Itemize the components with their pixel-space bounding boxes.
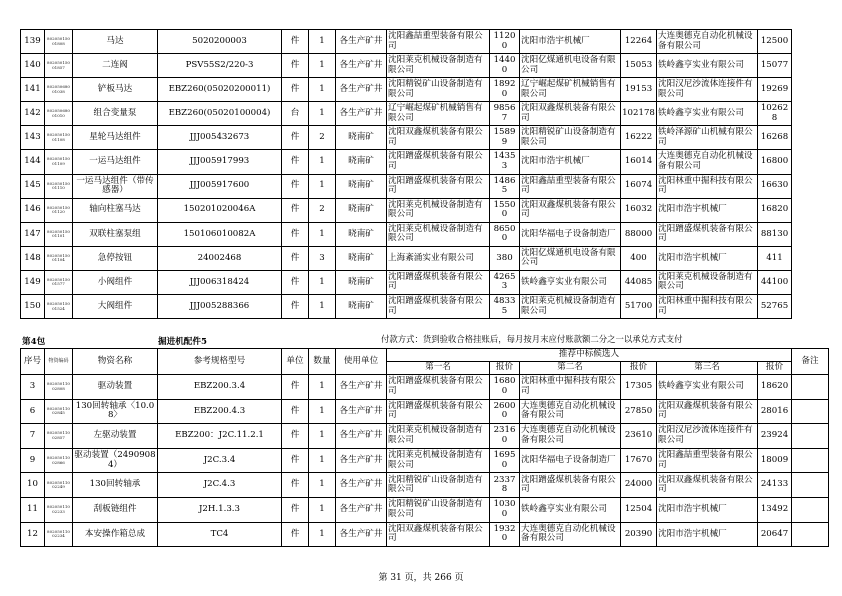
name-cell: 本安操作箱总成 — [73, 522, 158, 547]
table-row — [21, 102, 792, 126]
package-label: 第4包 — [22, 337, 46, 347]
seq-cell: 11 — [21, 497, 45, 522]
name-cell: 双联柱塞泵组 — [73, 222, 158, 246]
third-price-cell: 19269 — [758, 78, 792, 102]
table-row — [21, 198, 792, 222]
code-cell: 802050110 02857 — [45, 424, 73, 449]
payment-terms: 付款方式：货到验收合格挂账后，每月按月末应付账款额二分之一以承兑方式支付 — [381, 334, 683, 344]
table-row — [21, 30, 792, 54]
model-cell: J2C.3.4 — [158, 448, 282, 473]
first-price-cell: 26000 — [490, 399, 520, 424]
note-cell — [792, 522, 829, 547]
first-price-cell: 15899 — [490, 126, 520, 150]
second-candidate-cell: 沈阳亿煤通机电设备有限公司 — [520, 246, 621, 270]
name-cell: 130回转轴承 — [73, 473, 158, 498]
first-candidate-cell: 沈阳精锐矿山设备制造有限公司 — [387, 473, 490, 498]
second-candidate-cell: 沈阳林重中掘科技有限公司 — [520, 375, 621, 400]
third-price-cell: 16268 — [758, 126, 792, 150]
third-price-cell: 16820 — [758, 198, 792, 222]
third-price-cell: 24133 — [758, 473, 792, 498]
user-cell: 各生产矿井 — [336, 424, 387, 449]
qty-cell: 1 — [309, 150, 336, 174]
note-cell — [792, 497, 829, 522]
unit-cell: 件 — [282, 150, 309, 174]
third-candidate-cell: 沈阳林重中掘科技有限公司 — [657, 295, 758, 319]
qty-cell: 1 — [309, 270, 336, 294]
name-cell: 驱动装置 — [73, 375, 158, 400]
third-candidate-cell: 沈阳双鑫煤机装备有限公司 — [657, 473, 758, 498]
second-candidate-cell: 辽宁崛起煤矿机械销售有限公司 — [520, 78, 621, 102]
second-candidate-cell: 沈阳莱克机械设备制造有限公司 — [520, 295, 621, 319]
code-cell: 802050110 02249 — [45, 473, 73, 498]
second-candidate-cell: 沈阳双鑫煤机装备有限公司 — [520, 102, 621, 126]
second-price-cell: 17305 — [621, 375, 657, 400]
second-price-cell: 16014 — [621, 150, 657, 174]
table-row — [21, 54, 792, 78]
third-price-cell: 88130 — [758, 222, 792, 246]
qty-cell: 1 — [309, 497, 336, 522]
qty-cell: 1 — [309, 102, 336, 126]
first-candidate-cell: 沈阳鑫喆重型装备有限公司 — [387, 30, 490, 54]
unit-cell: 件 — [282, 522, 309, 547]
user-cell: 各生产矿井 — [336, 78, 387, 102]
model-cell: 150201020046A — [158, 198, 282, 222]
header-first: 第一名 — [387, 362, 490, 375]
third-candidate-cell: 沈阳双鑫煤机装备有限公司 — [657, 399, 758, 424]
third-candidate-cell: 沈阳汉尼沙流体连接件有限公司 — [657, 78, 758, 102]
user-cell: 各生产矿井 — [336, 54, 387, 78]
user-cell: 晓南矿 — [336, 174, 387, 198]
third-price-cell: 12500 — [758, 30, 792, 54]
user-cell: 各生产矿井 — [336, 30, 387, 54]
second-candidate-cell: 沈阳鑫喆重型装备有限公司 — [520, 174, 621, 198]
header-price-3: 报价 — [758, 362, 792, 375]
first-price-cell: 86500 — [490, 222, 520, 246]
qty-cell: 3 — [309, 246, 336, 270]
qty-cell: 1 — [309, 30, 336, 54]
note-cell — [792, 473, 829, 498]
second-candidate-cell: 铁岭鑫亨实业有限公司 — [520, 497, 621, 522]
user-cell: 各生产矿井 — [336, 375, 387, 400]
first-candidate-cell: 沈阳蹭盛煤机装备有限公司 — [387, 399, 490, 424]
third-price-cell: 18620 — [758, 375, 792, 400]
first-price-cell: 14865 — [490, 174, 520, 198]
first-price-cell: 380 — [490, 246, 520, 270]
second-price-cell: 20390 — [621, 522, 657, 547]
seq-cell: 149 — [21, 270, 45, 294]
first-candidate-cell: 辽宁崛起煤矿机械销售有限公司 — [387, 102, 490, 126]
unit-cell: 件 — [282, 448, 309, 473]
model-cell: JJJ005288366 — [158, 295, 282, 319]
second-price-cell: 27850 — [621, 399, 657, 424]
first-candidate-cell: 沈阳双鑫煤机装备有限公司 — [387, 126, 490, 150]
procurement-table-top — [20, 29, 792, 319]
second-candidate-cell: 沈阳蹭盛煤机装备有限公司 — [520, 473, 621, 498]
table-row — [21, 424, 829, 449]
header-name: 物资名称 — [73, 349, 158, 375]
user-cell: 晓南矿 — [336, 270, 387, 294]
user-cell: 晓南矿 — [336, 295, 387, 319]
model-cell: EBZ200：J2C.11.2.1 — [158, 424, 282, 449]
header-third: 第三名 — [657, 362, 758, 375]
qty-cell: 1 — [309, 399, 336, 424]
second-price-cell: 23610 — [621, 424, 657, 449]
unit-cell: 件 — [282, 246, 309, 270]
third-candidate-cell: 沈阳林重中掘科技有限公司 — [657, 174, 758, 198]
table-row — [21, 126, 792, 150]
note-cell — [792, 375, 829, 400]
first-candidate-cell: 沈阳蹭盛煤机装备有限公司 — [387, 174, 490, 198]
name-cell: 小阀组件 — [73, 270, 158, 294]
name-cell: 马达 — [73, 30, 158, 54]
code-cell: 802050110 02866 — [45, 448, 73, 473]
qty-cell: 1 — [309, 78, 336, 102]
first-price-cell: 98567 — [490, 102, 520, 126]
first-price-cell: 11200 — [490, 30, 520, 54]
package-title: 掘进机配件5 — [158, 337, 207, 347]
third-candidate-cell: 沈阳鑫喆重型装备有限公司 — [657, 448, 758, 473]
second-price-cell: 24000 — [621, 473, 657, 498]
model-cell: EBZ260(05020200011) — [158, 78, 282, 102]
name-cell: 一运马达组件（带传感器） — [73, 174, 158, 198]
second-price-cell: 16032 — [621, 198, 657, 222]
table-row — [21, 270, 792, 294]
second-candidate-cell: 沈阳市浩宇机械厂 — [520, 150, 621, 174]
seq-cell: 9 — [21, 448, 45, 473]
first-candidate-cell: 上海紊涌实业有限公司 — [387, 246, 490, 270]
name-cell: 铲板马达 — [73, 78, 158, 102]
second-price-cell: 400 — [621, 246, 657, 270]
name-cell: 130回转轴承〈10.08〉 — [73, 399, 158, 424]
unit-cell: 件 — [282, 54, 309, 78]
code-cell: 802050680 01038 — [45, 78, 73, 102]
second-price-cell: 102178 — [621, 102, 657, 126]
third-candidate-cell: 沈阳市浩宇机械厂 — [657, 497, 758, 522]
qty-cell: 1 — [309, 174, 336, 198]
second-price-cell: 44085 — [621, 270, 657, 294]
code-cell: 802050150 01857 — [45, 54, 73, 78]
note-cell — [792, 448, 829, 473]
first-candidate-cell: 沈阳莱克机械设备制造有限公司 — [387, 198, 490, 222]
seq-cell: 142 — [21, 102, 45, 126]
user-cell: 各生产矿井 — [336, 473, 387, 498]
header-price-2: 报价 — [621, 362, 657, 375]
third-price-cell: 411 — [758, 246, 792, 270]
second-candidate-cell: 铁岭鑫亨实业有限公司 — [520, 270, 621, 294]
table-row — [21, 246, 792, 270]
first-candidate-cell: 沈阳莱克机械设备制造有限公司 — [387, 424, 490, 449]
user-cell: 各生产矿井 — [336, 522, 387, 547]
qty-cell: 1 — [309, 473, 336, 498]
header-unit: 单位 — [282, 349, 309, 375]
table-row — [21, 399, 829, 424]
header-price-1: 报价 — [490, 362, 520, 375]
qty-cell: 1 — [309, 222, 336, 246]
second-price-cell: 88000 — [621, 222, 657, 246]
name-cell: 大阀组件 — [73, 295, 158, 319]
header-code: 物资编码 — [45, 349, 73, 375]
seq-cell: 3 — [21, 375, 45, 400]
third-candidate-cell: 铁岭鑫亨实业有限公司 — [657, 102, 758, 126]
model-cell: J2H.1.3.3 — [158, 497, 282, 522]
first-price-cell: 16950 — [490, 448, 520, 473]
first-price-cell: 23160 — [490, 424, 520, 449]
user-cell: 各生产矿井 — [336, 399, 387, 424]
model-cell: EBZ260(05020100004) — [158, 102, 282, 126]
model-cell: TC4 — [158, 522, 282, 547]
first-price-cell: 16800 — [490, 375, 520, 400]
unit-cell: 件 — [282, 424, 309, 449]
unit-cell: 件 — [282, 473, 309, 498]
third-price-cell: 102628 — [758, 102, 792, 126]
header-note: 备注 — [792, 349, 829, 375]
second-candidate-cell: 大连奥德克自动化机械设备有限公司 — [520, 522, 621, 547]
second-price-cell: 12264 — [621, 30, 657, 54]
third-candidate-cell: 大连奥德克自动化机械设备有限公司 — [657, 150, 758, 174]
qty-cell: 1 — [309, 424, 336, 449]
table-row — [21, 174, 792, 198]
first-price-cell: 48335 — [490, 295, 520, 319]
code-cell: 802050150 01110 — [45, 174, 73, 198]
unit-cell: 件 — [282, 497, 309, 522]
second-price-cell: 19153 — [621, 78, 657, 102]
table-row — [21, 150, 792, 174]
seq-cell: 6 — [21, 399, 45, 424]
qty-cell: 1 — [309, 295, 336, 319]
model-cell: JJJ005432673 — [158, 126, 282, 150]
unit-cell: 台 — [282, 102, 309, 126]
model-cell: JJJ005917600 — [158, 174, 282, 198]
third-candidate-cell: 沈阳市浩宇机械厂 — [657, 198, 758, 222]
seq-cell: 7 — [21, 424, 45, 449]
table-row — [21, 448, 829, 473]
seq-cell: 147 — [21, 222, 45, 246]
code-cell: 802050150 01101 — [45, 222, 73, 246]
model-cell: 150106010082A — [158, 222, 282, 246]
third-price-cell: 13492 — [758, 497, 792, 522]
qty-cell: 2 — [309, 126, 336, 150]
name-cell: 刮板链组件 — [73, 497, 158, 522]
third-price-cell: 28016 — [758, 399, 792, 424]
second-candidate-cell: 沈阳双鑫煤机装备有限公司 — [520, 198, 621, 222]
seq-cell: 144 — [21, 150, 45, 174]
second-price-cell: 16222 — [621, 126, 657, 150]
header-user: 使用单位 — [336, 349, 387, 375]
first-candidate-cell: 沈阳蹭盛煤机装备有限公司 — [387, 375, 490, 400]
name-cell: 组合变量泵 — [73, 102, 158, 126]
third-price-cell: 16630 — [758, 174, 792, 198]
unit-cell: 件 — [282, 198, 309, 222]
model-cell: EBZ200.3.4 — [158, 375, 282, 400]
second-candidate-cell: 沈阳华福电子设备制造厂 — [520, 222, 621, 246]
seq-cell: 148 — [21, 246, 45, 270]
third-price-cell: 23924 — [758, 424, 792, 449]
first-price-cell: 18920 — [490, 78, 520, 102]
unit-cell: 件 — [282, 78, 309, 102]
model-cell: 5020200003 — [158, 30, 282, 54]
first-price-cell: 19320 — [490, 522, 520, 547]
header-model: 参考规格型号 — [158, 349, 282, 375]
first-price-cell: 14353 — [490, 150, 520, 174]
first-candidate-cell: 沈阳精锐矿山设备制造有限公司 — [387, 497, 490, 522]
unit-cell: 件 — [282, 222, 309, 246]
qty-cell: 1 — [309, 54, 336, 78]
first-price-cell: 15500 — [490, 198, 520, 222]
table-row — [21, 222, 792, 246]
name-cell: 二连阀 — [73, 54, 158, 78]
code-cell: 802050150 01808 — [45, 30, 73, 54]
model-cell: 24002468 — [158, 246, 282, 270]
third-candidate-cell: 沈阳莱克机械设备制造有限公司 — [657, 270, 758, 294]
code-cell: 802050110 02808 — [45, 375, 73, 400]
third-candidate-cell: 铁岭鑫亨实业有限公司 — [657, 375, 758, 400]
header-recommend: 推荐中标候选人 — [387, 349, 792, 362]
header-row — [21, 349, 829, 362]
table-row — [21, 473, 829, 498]
second-price-cell: 12504 — [621, 497, 657, 522]
table-row — [21, 497, 829, 522]
user-cell: 晓南矿 — [336, 150, 387, 174]
note-cell — [792, 424, 829, 449]
unit-cell: 件 — [282, 174, 309, 198]
second-candidate-cell: 沈阳精锐矿山设备制造有限公司 — [520, 126, 621, 150]
first-price-cell: 23378 — [490, 473, 520, 498]
code-cell: 802050150 01524 — [45, 295, 73, 319]
unit-cell: 件 — [282, 295, 309, 319]
unit-cell: 件 — [282, 399, 309, 424]
seq-cell: 10 — [21, 473, 45, 498]
note-cell — [792, 399, 829, 424]
model-cell: J2C.4.3 — [158, 473, 282, 498]
second-candidate-cell: 沈阳市浩宇机械厂 — [520, 30, 621, 54]
unit-cell: 件 — [282, 375, 309, 400]
code-cell: 802050680 01010 — [45, 102, 73, 126]
second-candidate-cell: 沈阳亿煤通机电设备有限公司 — [520, 54, 621, 78]
third-price-cell: 18009 — [758, 448, 792, 473]
table-row — [21, 522, 829, 547]
seq-cell: 145 — [21, 174, 45, 198]
first-candidate-cell: 沈阳双鑫煤机装备有限公司 — [387, 522, 490, 547]
code-cell: 802050110 02234 — [45, 522, 73, 547]
code-cell: 802050110 02845 — [45, 399, 73, 424]
qty-cell: 1 — [309, 448, 336, 473]
third-price-cell: 52765 — [758, 295, 792, 319]
user-cell: 晓南矿 — [336, 246, 387, 270]
name-cell: 一运马达组件 — [73, 150, 158, 174]
first-candidate-cell: 沈阳蹭盛煤机装备有限公司 — [387, 270, 490, 294]
code-cell: 802050150 01108 — [45, 126, 73, 150]
third-candidate-cell: 铁岭泽源矿山机械有限公司 — [657, 126, 758, 150]
model-cell: JJJ005917993 — [158, 150, 282, 174]
third-price-cell: 15077 — [758, 54, 792, 78]
second-price-cell: 17670 — [621, 448, 657, 473]
second-price-cell: 51700 — [621, 295, 657, 319]
seq-cell: 150 — [21, 295, 45, 319]
name-cell: 左驱动装置 — [73, 424, 158, 449]
third-price-cell: 20647 — [758, 522, 792, 547]
first-candidate-cell: 沈阳蹭盛煤机装备有限公司 — [387, 295, 490, 319]
table-row — [21, 78, 792, 102]
user-cell: 各生产矿井 — [336, 102, 387, 126]
user-cell: 晓南矿 — [336, 126, 387, 150]
first-price-cell: 14400 — [490, 54, 520, 78]
qty-cell: 2 — [309, 198, 336, 222]
seq-cell: 12 — [21, 522, 45, 547]
table-row — [21, 295, 792, 319]
qty-cell: 1 — [309, 522, 336, 547]
user-cell: 晓南矿 — [336, 198, 387, 222]
code-cell: 802050110 02233 — [45, 497, 73, 522]
third-candidate-cell: 沈阳市浩宇机械厂 — [657, 522, 758, 547]
first-price-cell: 10300 — [490, 497, 520, 522]
page-number: 第 31 页，共 266 页 — [378, 573, 464, 583]
second-candidate-cell: 沈阳华福电子设备制造厂 — [520, 448, 621, 473]
seq-cell: 143 — [21, 126, 45, 150]
unit-cell: 件 — [282, 126, 309, 150]
unit-cell: 件 — [282, 270, 309, 294]
code-cell: 802050150 01104 — [45, 246, 73, 270]
seq-cell: 141 — [21, 78, 45, 102]
qty-cell: 1 — [309, 375, 336, 400]
header-qty: 数量 — [309, 349, 336, 375]
code-cell: 802050150 01577 — [45, 270, 73, 294]
third-price-cell: 16800 — [758, 150, 792, 174]
first-candidate-cell: 沈阳蹭盛煤机装备有限公司 — [387, 150, 490, 174]
name-cell: 驱动装置（24909084） — [73, 448, 158, 473]
third-candidate-cell: 沈阳市浩宇机械厂 — [657, 246, 758, 270]
user-cell: 各生产矿井 — [336, 497, 387, 522]
first-price-cell: 42653 — [490, 270, 520, 294]
unit-cell: 件 — [282, 30, 309, 54]
first-candidate-cell: 沈阳莱克机械设备制造有限公司 — [387, 54, 490, 78]
third-candidate-cell: 沈阳蹭盛煤机装备有限公司 — [657, 222, 758, 246]
header-seq: 序号 — [21, 349, 45, 375]
seq-cell: 140 — [21, 54, 45, 78]
name-cell: 轴向柱塞马达 — [73, 198, 158, 222]
code-cell: 802050150 01109 — [45, 150, 73, 174]
name-cell: 急停按钮 — [73, 246, 158, 270]
second-candidate-cell: 大连奥德克自动化机械设备有限公司 — [520, 399, 621, 424]
procurement-table-package4 — [20, 348, 829, 547]
third-candidate-cell: 铁岭鑫亨实业有限公司 — [657, 54, 758, 78]
first-candidate-cell: 沈阳精锐矿山设备制造有限公司 — [387, 78, 490, 102]
table-row — [21, 375, 829, 400]
second-candidate-cell: 大连奥德克自动化机械设备有限公司 — [520, 424, 621, 449]
model-cell: EBZ200.4.3 — [158, 399, 282, 424]
second-price-cell: 15053 — [621, 54, 657, 78]
code-cell: 802050150 01120 — [45, 198, 73, 222]
third-candidate-cell: 沈阳汉尼沙流体连接件有限公司 — [657, 424, 758, 449]
first-candidate-cell: 沈阳莱克机械设备制造有限公司 — [387, 448, 490, 473]
user-cell: 各生产矿井 — [336, 448, 387, 473]
header-second: 第二名 — [520, 362, 621, 375]
seq-cell: 139 — [21, 30, 45, 54]
seq-cell: 146 — [21, 198, 45, 222]
model-cell: PSV55S2/220-3 — [158, 54, 282, 78]
model-cell: JJJ006318424 — [158, 270, 282, 294]
third-candidate-cell: 大连奥德克自动化机械设备有限公司 — [657, 30, 758, 54]
name-cell: 星轮马达组件 — [73, 126, 158, 150]
user-cell: 晓南矿 — [336, 222, 387, 246]
second-price-cell: 16074 — [621, 174, 657, 198]
third-price-cell: 44100 — [758, 270, 792, 294]
first-candidate-cell: 沈阳莱克机械设备制造有限公司 — [387, 222, 490, 246]
